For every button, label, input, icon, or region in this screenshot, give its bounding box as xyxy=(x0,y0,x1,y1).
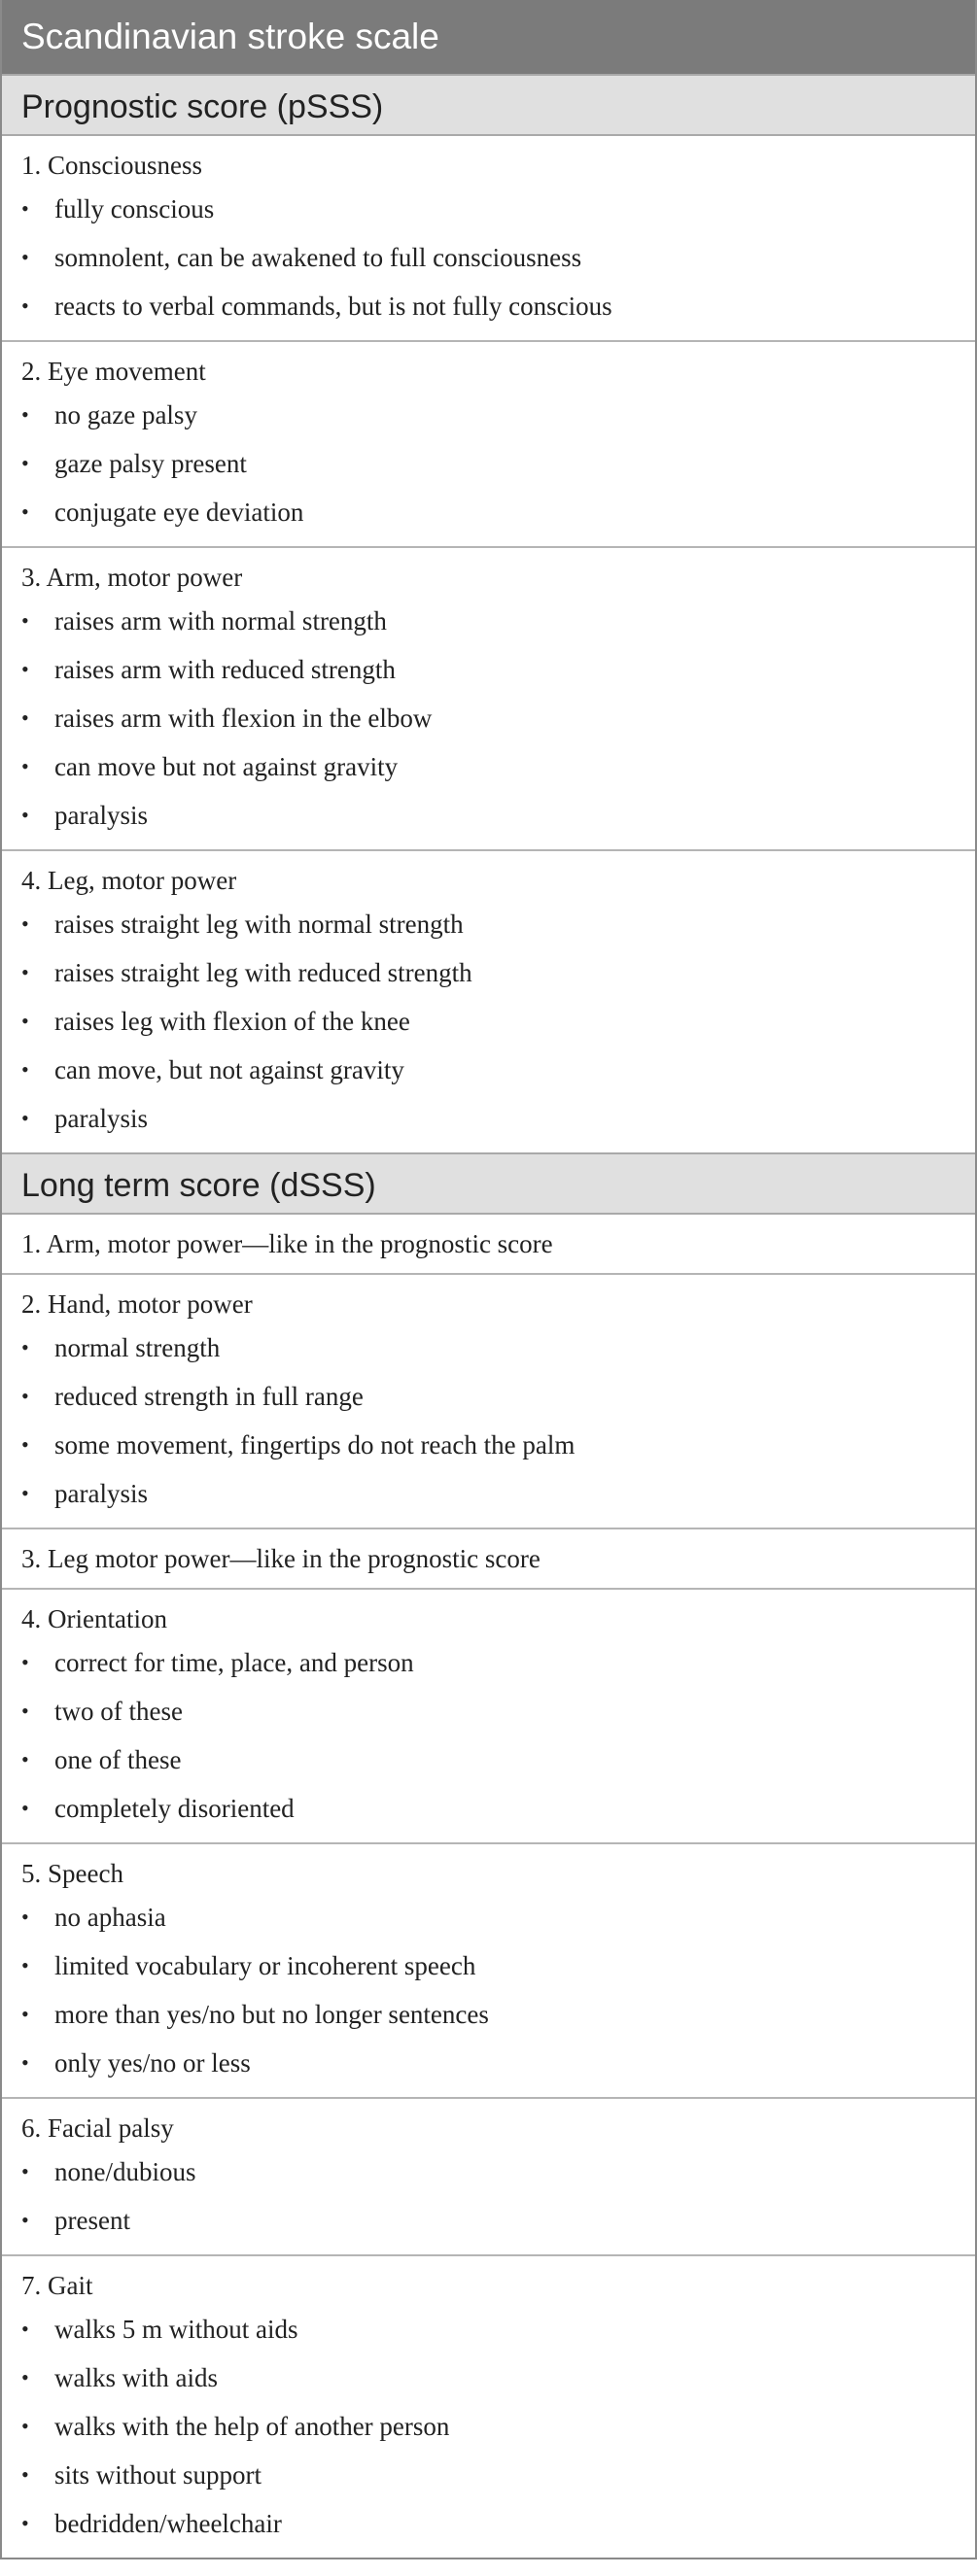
option-item xyxy=(2,1893,975,1941)
bullet-icon: • xyxy=(21,451,29,475)
scale-item-group xyxy=(2,136,975,340)
option-label: present xyxy=(54,2206,130,2235)
option-item xyxy=(2,2402,975,2451)
option-item xyxy=(2,1469,975,1518)
option-label: sits without support xyxy=(54,2460,262,2490)
option-label: raises straight leg with normal strength xyxy=(54,910,464,939)
bullet-icon: • xyxy=(21,960,29,984)
option-item xyxy=(2,1094,975,1143)
bullet-icon: • xyxy=(21,2159,29,2183)
option-label: raises straight leg with reduced strength xyxy=(54,958,472,987)
bullet-icon: • xyxy=(21,1335,29,1359)
scale-item-title: 3. Arm, motor power xyxy=(21,563,243,592)
option-label: paralysis xyxy=(54,801,148,830)
scale-item-group xyxy=(2,1842,975,2097)
scale-item-group xyxy=(2,1588,975,1842)
option-item xyxy=(2,2196,975,2245)
bullet-icon: • xyxy=(21,1009,29,1033)
option-label: raises arm with flexion in the elbow xyxy=(54,704,433,733)
option-item xyxy=(2,439,975,488)
bullet-icon: • xyxy=(21,754,29,778)
bullet-icon: • xyxy=(21,2050,29,2075)
bullet-icon: • xyxy=(21,1106,29,1130)
option-label: paralysis xyxy=(54,1104,148,1133)
option-item xyxy=(2,2305,975,2353)
option-item xyxy=(2,1421,975,1469)
bullet-icon: • xyxy=(21,1953,29,1977)
option-label: none/dubious xyxy=(54,2157,196,2186)
option-label: walks with the help of another person xyxy=(54,2412,450,2441)
scale-item-group xyxy=(2,1528,975,1588)
option-item xyxy=(2,2147,975,2196)
bullet-icon: • xyxy=(21,1699,29,1723)
bullet-icon: • xyxy=(21,2208,29,2232)
bullet-icon: • xyxy=(21,1905,29,1929)
option-item xyxy=(2,2451,975,2499)
scale-item-group xyxy=(2,2254,975,2558)
section-header: Long term score (dSSS) xyxy=(2,1152,975,1215)
option-item xyxy=(2,597,975,645)
bullet-icon: • xyxy=(21,402,29,427)
option-item xyxy=(2,2353,975,2402)
option-label: can move but not against gravity xyxy=(54,752,399,781)
option-label: gaze palsy present xyxy=(54,449,247,478)
scale-item-title: 4. Orientation xyxy=(21,1604,167,1633)
option-label: correct for time, place, and person xyxy=(54,1648,414,1677)
bullet-icon: • xyxy=(21,1481,29,1505)
bullet-icon: • xyxy=(21,196,29,221)
option-list xyxy=(2,1323,975,1518)
option-list xyxy=(2,391,975,536)
option-label: only yes/no or less xyxy=(54,2048,251,2078)
bullet-icon: • xyxy=(21,911,29,936)
bullet-icon: • xyxy=(21,608,29,633)
option-list xyxy=(2,2305,975,2548)
table-title: Scandinavian stroke scale xyxy=(2,0,975,74)
option-item xyxy=(2,645,975,694)
option-item xyxy=(2,1784,975,1833)
bullet-icon: • xyxy=(21,2414,29,2438)
option-label: can move, but not against gravity xyxy=(54,1055,404,1084)
bullet-icon: • xyxy=(21,1384,29,1408)
bullet-icon: • xyxy=(21,2511,29,2535)
option-item xyxy=(2,1735,975,1784)
option-item xyxy=(2,1638,975,1687)
option-label: two of these xyxy=(54,1697,183,1726)
scale-item-group xyxy=(2,340,975,546)
option-label: paralysis xyxy=(54,1479,148,1508)
option-label: limited vocabulary or incoherent speech xyxy=(54,1951,476,1980)
option-item xyxy=(2,1687,975,1735)
scale-item-title: 6. Facial palsy xyxy=(21,2113,174,2143)
scale-item-group xyxy=(2,1273,975,1528)
option-label: reduced strength in full range xyxy=(54,1382,364,1411)
scale-item-title: 7. Gait xyxy=(21,2271,93,2300)
option-label: no gaze palsy xyxy=(54,400,197,429)
option-item xyxy=(2,997,975,1046)
scale-item-title: 4. Leg, motor power xyxy=(21,866,237,895)
scale-item-title: 1. Consciousness xyxy=(21,151,203,180)
option-item xyxy=(2,1323,975,1372)
bullet-icon: • xyxy=(21,705,29,730)
option-label: somnolent, can be awakened to full consciousness xyxy=(54,243,582,272)
bullet-icon: • xyxy=(21,2365,29,2389)
option-label: reacts to verbal commands, but is not fully conscious xyxy=(54,292,612,321)
option-label: conjugate eye deviation xyxy=(54,498,304,527)
bullet-icon: • xyxy=(21,657,29,681)
option-label: completely disoriented xyxy=(54,1794,295,1823)
option-label: walks 5 m without aids xyxy=(54,2315,298,2344)
table-body xyxy=(2,74,975,2558)
bullet-icon: • xyxy=(21,2002,29,2026)
bullet-icon: • xyxy=(21,1796,29,1820)
bullet-icon: • xyxy=(21,1747,29,1771)
option-list xyxy=(2,597,975,840)
bullet-icon: • xyxy=(21,2317,29,2341)
option-item xyxy=(2,1941,975,1990)
scale-item-title: 2. Eye movement xyxy=(21,357,206,386)
option-item xyxy=(2,791,975,840)
option-item xyxy=(2,391,975,439)
bullet-icon: • xyxy=(21,499,29,524)
option-label: more than yes/no but no longer sentences xyxy=(54,2000,489,2029)
scale-item-group xyxy=(2,1215,975,1273)
option-list xyxy=(2,900,975,1143)
option-item xyxy=(2,742,975,791)
option-label: raises arm with reduced strength xyxy=(54,655,396,684)
option-item xyxy=(2,2499,975,2548)
section-header: Prognostic score (pSSS) xyxy=(2,74,975,136)
bullet-icon: • xyxy=(21,1057,29,1082)
scale-item-group xyxy=(2,546,975,849)
option-list xyxy=(2,2147,975,2245)
bullet-icon: • xyxy=(21,293,29,318)
option-item xyxy=(2,1046,975,1094)
bullet-icon: • xyxy=(21,1432,29,1457)
option-item xyxy=(2,1372,975,1421)
option-label: some movement, fingertips do not reach the palm xyxy=(54,1430,576,1460)
bullet-icon: • xyxy=(21,803,29,827)
scale-item-title: 1. Arm, motor power—like in the prognostic score xyxy=(21,1229,553,1258)
option-item xyxy=(2,900,975,948)
option-label: raises leg with flexion of the knee xyxy=(54,1007,410,1036)
option-item xyxy=(2,233,975,282)
option-item xyxy=(2,488,975,536)
bullet-icon: • xyxy=(21,245,29,269)
option-list xyxy=(2,1638,975,1833)
scale-item-group xyxy=(2,2097,975,2254)
option-item xyxy=(2,185,975,233)
option-label: bedridden/wheelchair xyxy=(54,2509,282,2538)
option-item xyxy=(2,948,975,997)
option-item xyxy=(2,2039,975,2087)
scale-item-title: 2. Hand, motor power xyxy=(21,1289,253,1319)
option-label: walks with aids xyxy=(54,2363,218,2392)
scale-item-title: 5. Speech xyxy=(21,1859,123,1888)
option-label: no aphasia xyxy=(54,1903,166,1932)
bullet-icon: • xyxy=(21,1650,29,1674)
scale-item-title: 3. Leg motor power—like in the prognostic score xyxy=(21,1544,541,1573)
option-label: raises arm with normal strength xyxy=(54,606,387,635)
bullet-icon: • xyxy=(21,2462,29,2487)
option-label: normal strength xyxy=(54,1333,221,1362)
option-item xyxy=(2,694,975,742)
scale-item-group xyxy=(2,849,975,1152)
option-list xyxy=(2,185,975,330)
option-item xyxy=(2,1990,975,2039)
option-list xyxy=(2,1893,975,2087)
option-label: one of these xyxy=(54,1745,182,1774)
option-item xyxy=(2,282,975,330)
option-label: fully conscious xyxy=(54,194,215,223)
